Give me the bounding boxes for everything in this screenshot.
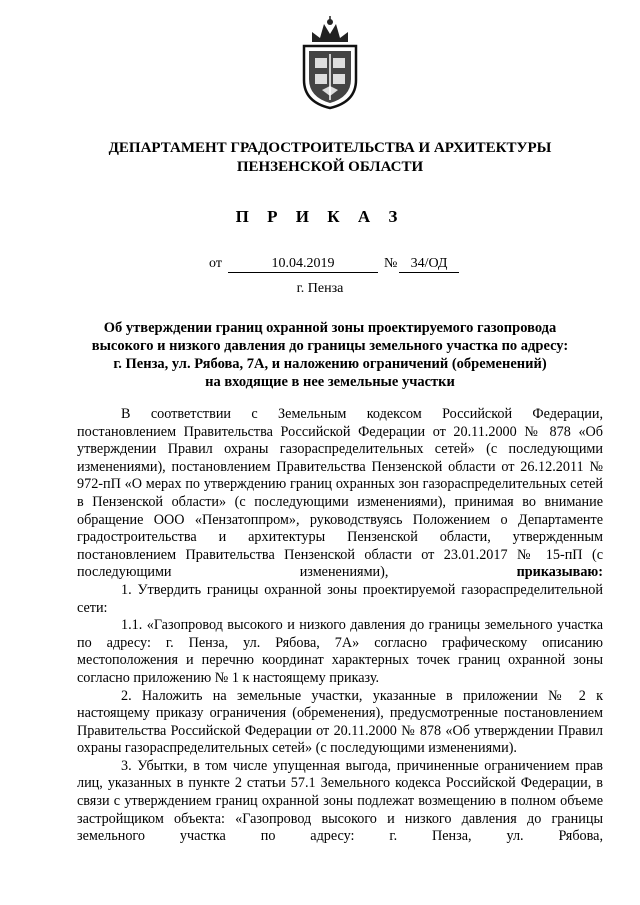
number-prefix: № [384,256,398,271]
order-date-number-line [0,256,640,276]
order-city: г. Пенза [296,281,344,296]
date-prefix: от [209,256,222,271]
title-line-1: Об утверждении границ охранной зоны проектируемого газопровода [103,320,557,336]
order-title [70,319,590,391]
item-1-paragraph: 1. Утвердить границы охранной зоны проектируемой газораспределительной сети: [77,581,603,616]
coat-of-arms-emblem-icon [298,14,362,110]
preamble-paragraph: В соответствии с Земельным кодексом Российской Федерации, постановлением Правительства Российской Федерации от 20.11.2000 № 878 «Об утверждении Правил охраны газораспределительных сетей» (с последующими изменениями), постановлением Правительства Пензенской области от 26.12.2011 № 972-пП «О мерах по утверждению границ охранных зон газораспределительных сетей в Пензенской области» (с последующими изменениями), принимая во внимание обращение ООО «Пензатоппром», руководствуясь Положением о Департаменте градостроительства и архитектуры Пензенской области, утвержденным постановлением Правительства Пензенской области от 23.01.2017 № 15-пП (с последующими изменениями), приказываю: [77,406,603,581]
preamble-text: В соответствии с Земельным кодексом Российской Федерации, постановлением Правительства Российской Федерации от 20.11.2000 № 878 «Об утверждении Правил охраны газораспределительных сетей» (с последующими изменениями), постановлением Правительства Пензенской области от 26.12.2011 № 972-пП «О мерах по утверждению границ охранных зон газораспределительных сетей в Пензенской области» (с последующими изменениями), принимая во внимание обращение ООО «Пензатоппром», руководствуясь Положением о Департаменте градостроительства и архитектуры Пензенской области, утвержденным постановлением Правительства Пензенской области от 23.01.2017 № 15-пП (с последующими изменениями), [77,406,603,581]
orders-word: приказываю [516,564,599,581]
order-heading: П Р И К А З [235,207,405,226]
order-body [77,406,603,846]
title-line-2: высокого и низкого давления до границы земельного участка по адресу: [91,338,569,354]
department-name [60,139,600,177]
title-line-4: на входящие в нее земельные участки [205,374,455,390]
department-line-1: ДЕПАРТАМЕНТ ГРАДОСТРОИТЕЛЬСТВА И АРХИТЕКТУРЫ [108,140,552,156]
item-1-1-paragraph: 1.1. «Газопровод высокого и низкого давления до границы земельного участка по адресу: г. Пенза, ул. Рябова, 7А» согласно графическому описанию местоположения и перечню координат характерных точек границ охранной зоны согласно приложению № 1 к настоящему приказу. [77,617,603,686]
order-date: 10.04.2019 [228,256,378,273]
title-line-3: г. Пенза, ул. Рябова, 7А, и наложению ограничений (обременений) [113,356,547,372]
item-3-paragraph: 3. Убытки, в том числе упущенная выгода, причиненные ограничением прав лиц, указанных в пункте 2 статьи 57.1 Земельного кодекса Российской Федерации, в связи с утверждением границ охранной зоны подлежат возмещению в полном объеме застройщиком объекта: «Газопровод высокого и низкого давления до границы земельного участка по адресу: г. Пенза, ул. Рябова, [77,757,603,845]
item-2-paragraph: 2. Наложить на земельные участки, указанные в приложении № 2 к настоящему приказу ограничения (обременения), предусмотренные постановлением Правительства Российской Федерации от 20.11.2000 № 878 «Об утверждении Правил охраны газораспределительных сетей» (с последующими изменениями). [77,687,603,757]
department-line-2: ПЕНЗЕНСКОЙ ОБЛАСТИ [236,159,424,175]
order-number: 34/ОД [399,256,459,273]
